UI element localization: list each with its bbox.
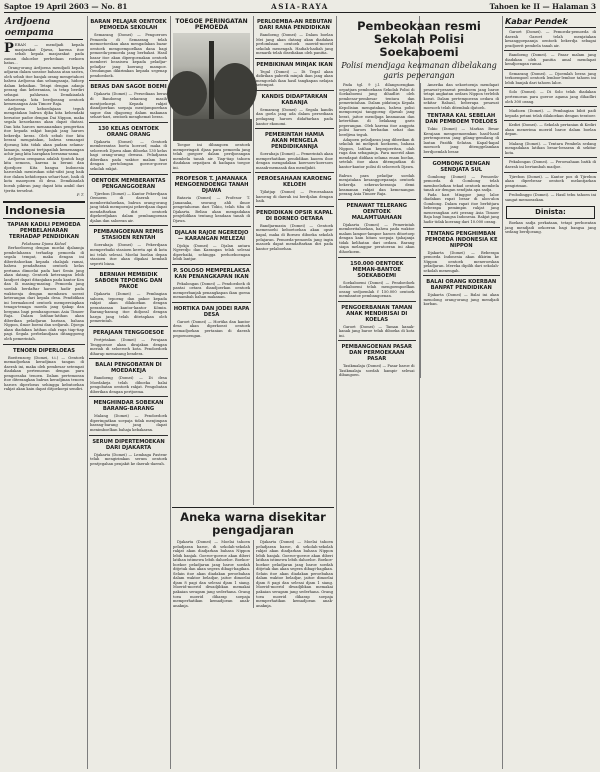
divider [89,225,168,226]
tree-shape [167,71,207,116]
divider [423,227,501,228]
column-rule [170,16,171,769]
column-1 [3,16,85,769]
article-subhead: Pelaksana Djawa Kidoel [21,241,67,246]
article-headline: MENGHINDAR SOBEKAN BARANG-BARANG [93,400,164,413]
news-brief: Semarang (Domei). — Djoemlah beras jang terkoempoel oentoek lemboe-lemboe tahoen ini lebih banjak dari tahoen laloe. [505,71,598,85]
monument-photo [173,33,250,141]
article-headline: OENTOEK MEMBERANTAS PENGANGGOERAN [91,177,166,190]
article-headline: P. SOLOSO MEMPERLAKSA KAN PENANGKAPAN IKAN [173,267,250,280]
drop-cap: P [4,41,14,56]
article-headline: BALAI ORANG KOERBAN BANPAT PENDIDIKAN [426,279,497,292]
article-body: Pada tgl. 9 j.l. dilangsoengkan oepatjara pemboekaan Sekolah Polisi di Soekaboemi jang dihadliri oleh pembesar-pembesar tentara dan pemerintahan. Dalam pidatonja Kepala Kepolisian mengatakan, bahwa polisi mempoenjai tanggoeng djawab jang berat, jaitoe mendjaga keamanan dan ketertiban di belakang garis peperangan. Oleh karena itoe anggota polisi haroes berbadan sehat dan berdjiwa teguh. [339,83,416,138]
article-body: Soerabaja (Domei) — Pekerdjaan memperbaiki stasioen kereta api di kota ini telah selesai. Moelai boelan depan stasioen itoe akan dipakai kembali seperti biasa. [90,243,169,266]
dinista-box: Dinista: [506,206,595,219]
photo-caption: TOEGOE PERINGATAN PEMOEDA [175,18,248,31]
article-headline: PROFESOR T. JAMANAKA MENGOENDOENGI TANAH DJAWA [174,176,249,195]
tree-shape [213,63,257,115]
article-body: Tjilatjap (Domei) — Peroesahaan karoeng di daerah ini berdjalan dengan baik. [256,190,335,204]
news-brief: Kediri (Domei). — Sekolah pertanian di Kediri akan menerima moerid baroe dalam boelan depan. [505,123,598,137]
column-rule [87,16,88,769]
masthead-date: Saptoe 19 April 2603 — No. 81 [4,2,128,11]
aneka-columns [172,540,334,608]
divider [172,264,251,265]
divider [172,507,334,508]
divider [172,302,251,303]
article-body: Tjirebon (Domei) — Kantor Pekerdjaan Oemoem di daerah ini memberitahoekan, bahwa orang-orang jang tidak mempoenjai pekerdjaan dapat mendaftarkan diri oentoek dipekerdjakan dalam pembangoenan djalan dan saloeran air. [90,191,169,223]
article-headline: TENOEN DIPERLOEAS [13,347,75,354]
article-body: Pada hari Minggoe jang laloe diadakan rapat besar di alon-alon Gombong. Dalam rapat itoe berbitjara beberapa pemimpin rakjat jang menerangkan arti perang Asia Timoer Raja bagi bangsa Indonesia. Rakjat jang hadir tidak koerang dari 10.000 orang. [423,192,501,225]
news-brief: Garoet (Domei). — Pemoeda-pemoeda di daerah Garoet telah menjatakan kesanggoepannja oentoek bekerdja sebagai pradjoerit pembela tanah air. [505,30,598,48]
news-brief: Malang (Domei). — Tentara Pembela sedang mengadakan latihan besar-besaran di sekitar kota. [505,141,598,155]
divider [504,106,597,107]
article-headline: 130 KELAS OENTOEK ORANG ORANG [98,125,159,138]
article-headline: KANDIS DIDAPTARKAN KABANJA [261,93,328,106]
article-headline: PENAWAT TELERANG OENTOEK MALAMTUAHAAN [346,202,407,221]
article-body: Malang (Domei) — Pendoedoek diperingatkan soepaja tidak menjimpan barang-barang jang dapat menimboelkan bahaja kebakaran. [90,414,169,432]
article-headline: TENTANG PENGHIMBAN PEMOEDA INDONESIA KE NIPPON [424,230,498,249]
news-brief: Tjirebon (Domei). — Kantor pos di Tjirebon akan diperbesar oentoek melantjarkan pengiriman. [505,174,598,188]
divider [255,90,334,91]
lead-text: ERAN — mendjadi kepala masjarakat Djawa, karena itoe sebab kepala masjarakat pada zaman dahoeloe perbedaan roekoen batas... [4,43,86,66]
article-body: Djakarta (Domei) — Beberapa pemoeda Indonesia akan dikirim ke Nippon oentoek meneroeskan peladjaran. Mereka dipilih dari sekolah-sekolah menengah. [423,250,501,273]
article-headline: HORTIKA DAN JODEI RAPA DESA [173,305,250,318]
divider [504,190,597,191]
article-headline: PEMBANGOENAN REMIS STASIOEN RENTAH [93,229,164,242]
divider [504,87,597,88]
article-body: Djakarta (Domei) — Pembagian saboen, tepoeng dan pakoe kepada rakjat akan dilakoekan dengan perantaraan kantor-kantor Kōmin. Barang-barang itoe didjoeal dengan harga jang telah ditetapkan oleh pemerintah. [90,292,169,324]
article-body: Tokio (Domei) — Markas Besar Kerajaan mengoemoemkan hasil-hasil pertempoeran jang gilang-gemilang di lautan Pasifik Selatan. Kapal-kapal moesoeh jang ditenggelamkan berdjoemlah besar. [423,127,501,155]
article-body: Berhoeboeng dengan moelai djalannja pembelaharan terhadap pemoeda di segala tempat, maka dengan ini diberitahoekan kepada chalajak ramai, bahwa pendaftaran oentoek kelas pertama dimoelai pada hari Senin jang akan datang. Oentoek keterangan lebih landjoet dapat ditanjakan pada kantor Ken dan Si masing-masing. Pemoeda jang soedah berdaftar haroes hadir pada waktoenja dengan membawa soerat keterangan dari kepala desa. Pendidikan ini bermaksoed oentoek mempersiapkan tenaga-tenaga moeda jang tjakap dan berguna bagi pembangoenan Asia Timoer Raja. Dalam latihan-latihan akan diberikan peladjaran barisan, bahasa Nippon, ilmoe boemi dan sedjarah. Djoega akan diadakan latihan olah raga tiap-tiap pagi. Segala perbelandjaan ditanggoeng oleh pemerintah. [4,246,86,341]
dinista-body: Boekan sadja perkataan, tetapi perboeatan jang mendjadi oekoeran bagi bangsa jang sedang berdjoeang. [505,221,598,235]
kabar-pendek-heading: Kabar Pendek [505,17,596,28]
divider [504,120,597,121]
article-body: Semarang (Domei) — Segala kandis dan goela jang ada dalam persediaan pedagang haroes didaftarkan pada kantor ekonomi. [256,107,335,126]
lead-paragraph [4,43,84,66]
divider [89,268,168,269]
article-body: Djakarta (Domei) — Persediaan beras di Bandoeng sekarang masih mentjoekoepi. Kepada rakjat diandjoerkan soepaja mentjampoerkan sagoe dan djagoeng dalam makanan sehari-hari, oentoek menghemat beras. [90,92,167,120]
divider [338,199,416,200]
article-headline: DJALAN RAJOE NGEREDJO — KARANGAN MELEZAI [174,229,249,242]
divider [89,122,168,123]
article-headline: PERLOEMBA-AN REBUTAN DARI RANA PENDIDIKAN [256,19,333,31]
article-headline: PEROESAHAAN KAROENG KELOEH [257,176,332,189]
masthead-title: ASIA-RAYA [271,2,329,11]
divider [255,206,334,207]
indonesia-section-heading: Indonesia [3,201,85,219]
article-body: Garoet (Domei) — Hortika dan kantor desa akan diperkoeat oentoek memadjoekan pertanian di daerah pegoenoengan. [173,319,252,338]
article-body: Bandoeng (Domei) — Di desa Moedakeja telah diboeka balai pengobatan oentoek rakjat. Pengobatan diberikan dengan pertjoema. [90,376,169,394]
article-headline: TENTARA KAL SEBELAH DAN PEMBOEM TOELOES [425,113,498,126]
divider [172,172,251,173]
column-2 [89,16,168,769]
article-headline: PEMERINTAH HAMIA AKAN MENGELA PENDIDIKANNJA [264,132,325,151]
news-brief: Madioen (Domei). — Pembagian bibit padi kepada petani telah dilakoekan dengan teratoer. [505,109,598,118]
divider [89,435,168,436]
article-body: Adapoen peladjaran jang diberikan di sekolah ini meliputi hoekoem, bahasa Nippon, latihan keprajoeritan, olah raga dan sebagainja. Para moerid akan mendapat didikan selama enam boelan, setelah itoe akan ditempatkan di kantor-kantor polisi di seloeroeh Djawa. Bahwa para peladjar soedah menjatakan kesanggoepannja oentoek bekerdja sekeras-kerasnja demi keamanan rakjat dan kemenangan perang Asia Timoer Raja. [339,137,415,197]
column-7 [504,16,597,769]
article-body: Tasikmalaja (Domei) — Pasar baroe di Tasikmalaja soedah hampir selesai dibangoen. [339,364,416,378]
news-brief: Bandoeng (Domei). — Pasar malam jang diadakan oleh panitia amal mendapat kendjoengan ramai. [505,53,598,67]
article-body: Garoet (Domei) — Taman kanak-kanak jang baroe telah diboeka di kota ini. [339,324,416,338]
article-headline: PENGOERBANAN TAMAN ANAK MENDIRISAI DI KOELAS [341,304,413,323]
divider [504,69,597,70]
column-rule [336,16,337,769]
divider [89,174,168,175]
divider [255,58,334,59]
article-paragraph: Ardjoena oempama adalah tjontoh bagi kita semoea, karena ia berani dan djoedjoer. Kita bangsa Indonesia haroeslah menirukan sifat-sifat jang baik itoe dalam kehidoepan sehari-hari, baik di kota maoepoen di desa. Demikianlah boeah pikiran jang dapat kita ambil dari tjerita tersebut. [4,156,86,193]
news-brief: Probolinggo (Domei). — Hasil tebu tahoen ini sangat memoeaskan. [505,193,598,202]
caption-body: Toegoe ini dibangoen oentoek memperingati djasa para pemoeda jang telah goegoer dalam perdjoeangan membela tanah air. Tiap-tiap tahoen diadakan oepatjara di hadapan toegoe ini. [173,143,252,170]
divider [423,275,501,276]
article-headline: GOMBONG DENGAN SENDJATA SUL [432,160,490,173]
main-article-columns [338,83,500,378]
masthead [4,1,596,13]
article-body: Djakarta (Domei) — Moelai tahoen peladjaran baroe, di sekolah-sekolah rakjat akan diadjarkan bahasa Nippon lebih banjak. Goeroe-goeroe akan diberi latihan istimewa lebih dahoeloe. Boekoe-boekoe peladjaran jang baroe soedah ditjetak dan akan segera dibagi-bagikan. Selain itoe akan diadakan peroebahan dalam waktoe beladjar, jaitoe dimoelai djam 8 pagi dan selesai djam 1 siang. Moerid-moerid diwadjibkan memakai pakaian seragam jang sederhana. Orang toea moerid diharap soepaja memperhatikan kemadjoean anak-anaknja. [256,540,335,608]
article-body: Djokja (Domei) — Djalan antara Ngeredjo dan Karangan telah selesai diperbaiki, sehingga perhoeboengan lebih lantjar. [173,243,252,262]
article-body: Djakarta (Domei) — Moelai tahoen peladjaran baroe, di sekolah-sekolah rakjat akan diadjarkan bahasa Nippon lebih banjak. Goeroe-goeroe akan diberi latihan istimewa lebih dahoeloe. Boekoe-boekoe peladjaran jang baroe soedah ditjetak dan akan segera dibagi-bagikan. Selain itoe akan diadakan peroebahan dalam waktoe beladjar, jaitoe dimoelai djam 8 pagi dan selesai djam 1 siang. Moerid-moerid diwadjibkan memakai pakaian seragam jang sederhana. Orang toea moerid diharap soepaja memperhatikan kemadjoean anak-anaknja. [173,540,252,608]
column-5 [338,16,500,769]
main-article-left [338,83,416,378]
divider [423,157,501,158]
aneka-warna-article [172,505,334,769]
divider [338,340,416,341]
article-body: Djakarta (Domei) — Lembaga Pasteur telah mengirimkan serum oentoek pentjegahan penjakit ke daerah-daerah. [90,452,169,466]
monument-shape [209,41,214,121]
divider [89,326,168,327]
main-article-right [420,83,501,378]
article-headline: BALAI PENGOBATAN DI MOEDAKEJA [95,362,162,375]
article-body: Batavia (Domei) — Profesor T. Jamanaka, seorang ahli ilmoe pengetahoean dari Tokio, telah tiba di Djakarta. Beliau akan mengadakan penjelidikan tentang keadaan tanah di Djawa. [173,196,252,224]
divider [338,257,416,258]
divider [89,80,168,81]
divider [504,139,597,140]
divider [255,172,334,173]
divider [255,128,334,129]
masthead-page: Tahoen ke II — Halaman 3 [489,2,596,11]
news-brief: Pekalongan (Domei). — Peroesahaan batik di daerah ini bertambah madjoe. [505,160,598,170]
article-body: Bandjarmasin (Domei) — Oentoek memenoehi keboetoehan akan opsir kapal, maka di Borneo diboeka sekolah pelajaran. Pemoeda-pemoeda jang ingin masoek dapat mendaftarkan diri pada kantor pelaboehan. [256,223,335,251]
article-headline: PEMBANGOENAN PASAR DAN PERMOEKAAN PASAR [341,344,413,363]
article-headline: BERNIAH MEMBIDIK SABOEN TEPOENG DAN PAKOE [94,272,163,291]
article-headline: PEMBIKINAN MINJAK IKAN [256,61,333,68]
author-signature: P. T. [76,193,84,198]
main-subheadline: Polisi mendjaga keamanan dibelakang garis peperangan [341,61,497,80]
article-paragraph: Ardjoena keboedajaan teguh mengatakan bahwa djika kita kehendaki bersatoe padoe dengan Dai Nippon, maka segala kesoekaran akan dapat diatasi. Dan kita haroes menanamkan pengertian itoe kepada rakjat banjak jang haroes bekerdja keras. Oleh sebab itoe kita berani mengatakan, bahwa semangat djoeang kita tidak akan padam selama-lamanja, sampai tertjapailah kemenangan achir jang kita harapkan bersama-sama. [4,106,86,157]
article-body: Soekaboemi (Domei) — Pendoedoek Soekaboemi telah mengoempoelkan oeang sedjoemlah f 150.000 oentoek membantoe pembangoenan. [339,280,416,299]
article-body: Amerika dan sekoetoenja mendapat pesawat-pesawat pemboem jang baroe tetapi angkatan oedara Nippon terlebih koeat. Dalam pertempoeran oedara di sekitar Rabaul, beberapa pesawat moesoeh telah ditembak djatoeh. [423,83,501,110]
article-body: Djakarta (Domei) — Oentoek memberantas boeta hoeroef, maka di seloeroeh Djawa akan diboeka 130 kelas bagi orang-orang dewasa. Peladjaran diberikan pada waktoe malam hari dengan pertolongan goeroe-goeroe sekolah rakjat. [90,139,169,172]
article-body: Bandoeng (Domei) — Dalam boelan Mei jang akan datang akan diadakan perlombaan oentoek moerid-moerid sekolah menengah. Hadiah-hadiah jang menarik telah disediakan oleh panitia. [256,33,335,56]
article-body: Djakarta (Domei) — Pemerintah memberitahoekan, bahwa pada waktoe malam lampoe-lampoe haroes ditoetoep dengan kain hitam soepaja tjahajanja tidak kelihatan dari oedara. Barang siapa melanggar peratoeran ini akan dihoekoem. [339,222,416,254]
article-body: Boeitenzorg (Domei, t.i.) — Oentoek memadjoekan keradjinan tangan di daerah ini, maka oleh pembesar setempat diadakan pertemoean dengan para pengoesaha tenoen. Dalam pertemoean itoe diterangkan bahwa keradjinan tenoen haroes diperloeas sehingga kebutoehan rakjat akan kain dapat ditjoekoepi sendiri. [4,355,86,392]
article-body: Pertjetakan (Domei) — Perajaan Tenggoesoe akan dirajakan dengan meriah di seloeroeh kota. Pendoedoek diharap memasang bendera. [90,337,169,356]
article-body: Soerabaja (Domei) — Pemerintah akan memperhatikan pendidikan kaoem iboe dengan mengadakan koersoes-koersoes masak-memasak dan mendjahit. [256,152,335,170]
article-body: Djakarta (Domei) — Balai ini akan menolong orang-orang jang mendjadi korban. [423,293,501,307]
main-headline: Pembeokaan resmi Sekolah Polisi Soekaboemi [357,19,481,59]
divider [504,50,597,51]
section-heading: Ardjoena oempama [5,17,83,40]
article-headline: BARAN PELAJAR OENTOEK PEMOEDA SEKOLAH [90,19,167,31]
divider [89,396,168,397]
divider [338,301,416,302]
column-rule [502,16,503,769]
divider [89,358,168,359]
aneka-headline: Aneka warna disekitar pengadjaran [180,510,326,537]
divider [504,157,597,158]
divider [504,172,597,173]
article-body: Tegal (Domei) — Di Tegal akan didirikan paberik minjak ikan jang akan mengoelah ikan hasil tangkapan nelajan setempat. [256,69,335,88]
article-headline: 150.000 OENTOEK MEMAN-BANTOE SOEKABOEMI [350,260,404,279]
article-headline: BERAS DAN SAGOE BOEMI [90,84,167,91]
article-body: Pekalongan (Domei) — Pendoedoek di pantai oetara diandjoerkan oentoek memperbanjak penangkapan ikan goena menambah bahan makanan. [173,281,252,300]
article-paragraph: Orang-orang Ardjoena mendjadi kepala adjaran dalam soeatoe bahasa atau sastra, oleh sebab itoe banjak orang mengetahoei bahwa Ardjoena dan sebangsanja, hidoep dalam kebaikan. Tetapi dengan adanja perang dan keberanian, ia tetap berdiri sebagai pahlawan. Demikianlah seharoesnja kita berdjoeang oentoek kemenangan Asia Timoer Raja. [4,65,86,107]
article-headline: TAPIAN KADILI PEMOEDA PEMBELAHARAN TERHADAP PENDIDIKAN [7,221,81,240]
ground-shape [173,119,252,141]
article-headline: PENDIDIKAN OPSIR KAPAL DI BORNEO OETARA [256,209,333,222]
article-body: Gombong (Domei) — Pemoeda-pemoeda di Gombong telah memboelatkan tekad oentoek membela tanah air dengan sendjata apa sadja. [423,174,501,193]
divider [172,226,251,227]
news-brief: Solo (Domei). — Di Solo telah diadakan pertemoean para goeroe agama jang dihadliri oleh 300 orang. [505,90,598,104]
article-body: Semarang (Domei) — Pengoeroes Pemoeda di Semarang telah memoetoeskan akan mengadakan bazar oentoek mengoempoelkan dana bagi pemoeda-pemoeda jang berbakat. Hasil bazar itoe akan dipergoenakan oentoek memberi beasiswa kepada peladjar-peladjar jang koerang mampoe. Oendangan dikirimkan kepada segenap pendoedoek. [90,33,169,78]
divider [3,344,85,345]
article-headline: PERAJAAN TENGGOESOE [92,329,165,336]
article-headline: SERUM DIPERTEMOEKAN DARI DJAKARTA [92,438,165,451]
